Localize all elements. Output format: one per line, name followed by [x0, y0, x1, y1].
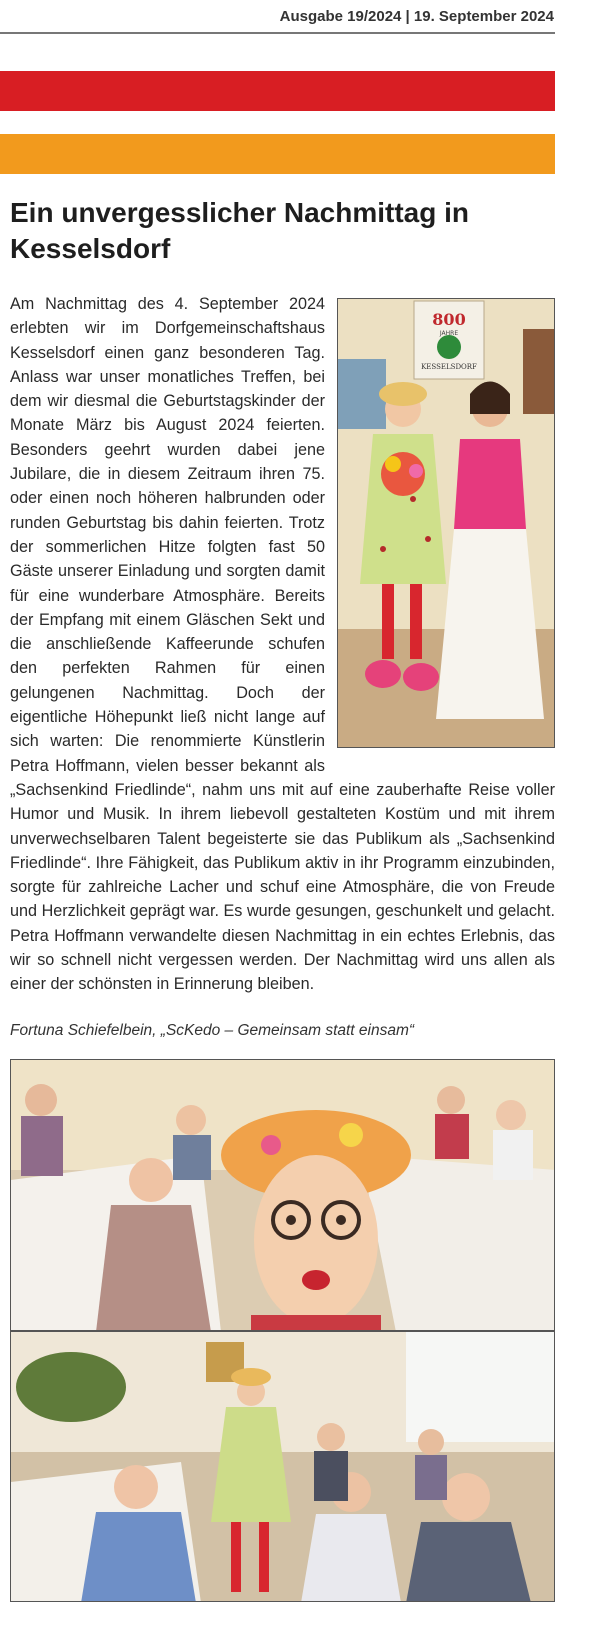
emblem-number: 800: [432, 310, 466, 329]
header-rule: [0, 32, 555, 34]
photo-selfie-with-guests: [10, 1059, 555, 1331]
photo-performer-and-host: [337, 298, 555, 748]
red-band: [0, 71, 555, 111]
article-body-text: Am Nachmittag des 4. September 2024 erlebten wir im Dorfgemeinschaftshaus Kesselsdorf einen ganz besonderen Tag. Anlass war unser monatliches Treffen, bei dem wir diesmal die Geburtstagskinder der Monate März bis August 2024 feierten. Besonders geehrt wurden dabei jene Jubilare, die in diesem Zeitraum ihren 75. oder einen noch höheren halbrunden oder runden Geburtstag bis dahin feierten. Trotz der sommerlichen Hitze folgten fast 50 Gäste unserer Einladung und sorgten damit für eine wunderbare Atmosphäre. Bereits der Empfang mit einem Gläschen Sekt und die anschließende Kaffeerunde schufen den perfekten Rahmen für einen gelungenen Nachmittag. Doch der eigentliche Höhepunkt ließ nicht lange auf sich warten: Die renommierte Künstlerin Petra Hoffmann, vielen besser bekannt als „Sachsenkind Friedlinde“, nahm uns mit auf eine zauberhafte Reise voller Humor und Musik. In ihrem liebevoll gestalteten Kostüm und mit ihrem unverwechselbaren Talent begeisterte sie das Publikum als „Sachsenkind Friedlinde“. Ihre Fähigkeit, das Publikum aktiv in ihr Programm einzubinden, sorgte für zahlreiche Lacher und schuf eine Atmosphäre, die von Freude und Herzlichkeit geprägt war. Es wurde gesungen, geschunkelt und gelacht. Petra Hoffmann verwandelte diesen Nachmittag in ein echtes Erlebnis, das wir so schnell nicht vergessen werden. Der Nachmittag wird uns allen als einer der schönsten in Erinnerung bleiben.: [10, 295, 555, 994]
issue-date: Ausgabe 19/2024 | 19. September 2024: [279, 8, 554, 25]
article-title: Ein unvergesslicher Nachmittag in Kesselsdorf: [10, 197, 470, 264]
emblem-place: KESSELSDORF: [421, 363, 477, 371]
orange-band: [0, 134, 555, 174]
photo-guests-singing: [10, 1331, 555, 1602]
emblem-years: JAHRE: [439, 330, 459, 337]
article-credit: Fortuna Schiefelbein, „ScKedo – Gemeinsam statt einsam“: [10, 1022, 415, 1039]
article-body: [10, 292, 555, 997]
